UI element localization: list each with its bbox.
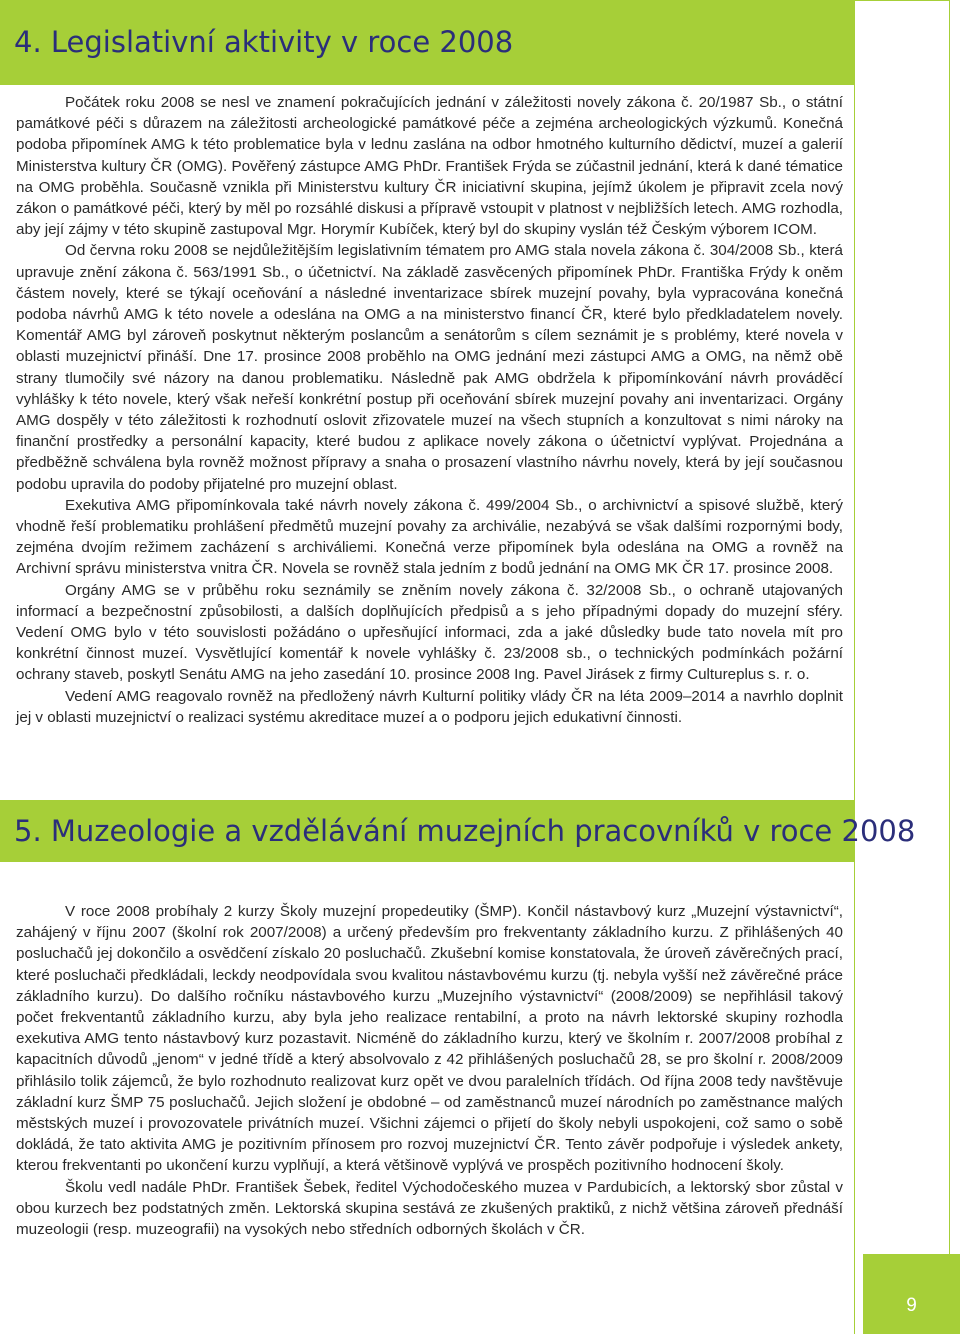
paragraph: V roce 2008 probíhaly 2 kurzy Školy muzejní propedeutiky (ŠMP). Končil nástavbový kurz „Muzejní výstavnictví“, zahájený v říjnu 2007 (školní rok 2007/2008) a určený především pro frekventanty základního kurzu. Z přihlášených 40 posluchačů jej dokončilo a osvědčení získalo 20 posluchačů. Zkušební komise konstatovala, že úroveň závěrečných prací, které posluchači předkládali, leckdy neodpovídala svou kvalitou nástavbovému kurzu (tj. nebyla vyšší než závěrečné práce základního kurzu). Do dalšího ročníku nástavbového kurzu „Muzejního výstavnictví“ (2008/2009) se nepřihlásil takový počet frekventantů základního kurzu, aby byla jeho realizace rentabilní, a proto na návrh lektorské skupiny rozhodla exekutiva AMG tento nástavbový kurz pozastavit. Nicméně do základního kurzu, který ve školním r. 2007/2008 probíhal z kapacitních důvodů „jenom“ v jedné třídě a který absolvovalo z 42 přihlášených posluchačů 28, se pro školní r. 2008/2009 přihlásilo tolik zájemců, že bylo rozhodnuto realizovat kurz opět ve dvou paralelních třídách. Od října 2008 tedy navštěvuje základní kurz ŠMP 75 posluchačů. Jejich složení je obdobné – od zaměstnanců muzeí národních po zaměstnance malých městských muzeí i provozovatele privátních muzeí. Všichni zájemci o přijetí do školy nebyli uspokojeni, což samo o sobě dokládá, že tato aktivita AMG je pozitivním přínosem pro rozvoj muzejnictví ČR. Tento závěr podpořuje i výsledek ankety, kterou frekventanti po ukončení kurzu vyplňují, a která většinově vyplývá ve prospěch pozitivního hodnocení školy. (16, 903, 843, 1175)
section-5-body (16, 901, 843, 1240)
page-number: 9 (906, 1295, 917, 1316)
paragraph: Školu vedl nadále PhDr. František Šebek, ředitel Východočeského muzea v Pardubicích, a lektorský sbor zůstal v obou kurzech bez podstatných změn. Lektorská skupina sestává ze zkušených praktiků, z nichž většina zároveň přednáší muzeologii (resp. muzeografii) na vysokých nebo středních odborných školách v ČR. (16, 1178, 843, 1239)
section-4-heading: 4. Legislativní aktivity v roce 2008 (0, 0, 854, 85)
section-4-body (16, 92, 843, 728)
paragraph: Orgány AMG se v průběhu roku seznámily se zněním novely zákona č. 32/2008 Sb., o ochraně utajovaných informací a bezpečnostní způsobilosti, a dalších doplňujících předpisů a s jeho případnými dopady do muzejní sféry. Vedení OMG bylo v této souvislosti požádáno o upřesňující informaci, zda a jaké důsledky bude tato novela mít pro konkrétní činnost muzeí. Vysvětlující komentář k novele vyhlášky č. 23/2008 sb., o technických podmínkách požární ochrany staveb, poskytl Senátu AMG na jeho zasedání 10. prosince 2008 Ing. Pavel Jirásek z firmy Cultureplus s. r. o. (16, 581, 843, 684)
page-number-box (863, 1254, 960, 1334)
section-5-heading: 5. Muzeologie a vzdělávání muzejních pracovníků v roce 2008 (0, 800, 854, 862)
paragraph: Od června roku 2008 se nejdůležitějším legislativním tématem pro AMG stala novela zákona č. 304/2008 Sb., která upravuje znění zákona č. 563/1991 Sb., o účetnictví. Na základě zasvěcených připomínek PhDr. Františka Frýdy k oněm částem novely, které se týkají oceňování a následné inventarizace sbírek muzejní povahy, byla vypracována konečná podoba návrhů AMG k této novele a odeslána na OMG a na ministerstvo financí ČR, které bylo předkladatelem novely. Komentář AMG byl zároveň poskytnut některým poslancům a senátorům s cílem seznámit je s problémy, které novela v oblasti muzejnictví přináší. Dne 17. prosince 2008 proběhlo na OMG jednání mezi zástupci AMG a OMG, na němž obě strany tlumočily své názory na danou problematiku. Následně pak AMG obdržela k připomínkování návrh prováděcí vyhlášky k této novele, který však neřeší konkrétní postup při oceňování sbírek muzejní povahy ani inventarizaci. Orgány AMG dospěly v této záležitosti k rozhodnutí oslovit zřizovatele muzeí na všech stupních a konzultovat s nimi nároky na finanční prostředky a personální kapacity, které budou z aplikace novely zákona o účetnictví vyplývat. Projednána a předběžně schválena byla rovněž možnost přípravy a snaha o prosazení vlastního návrhu novely, která by její současnou podobu upravila do podoby přijatelné pro muzejní oblast. (16, 242, 843, 493)
page-frame-right (854, 0, 950, 1334)
paragraph: Exekutiva AMG připomínkovala také návrh novely zákona č. 499/2004 Sb., o archivnictví a spisové službě, který vhodně řeší problematiku prohlášení předmětů muzejní povahy za archiválie, nezabývá se však dalšími rozpornými body, zejména dvojím režimem zacházení s archiváliemi. Konečná verze připomínek byla odeslána na OMG a rovněž na Archivní správu ministerstva vnitra ČR. Novela se rovněž stala jedním z bodů jednání na OMG MK ČR 17. prosince 2008. (16, 496, 843, 578)
paragraph: Vedení AMG reagovalo rovněž na předložený návrh Kulturní politiky vlády ČR na léta 2009–2014 a navrhlo doplnit jej v oblasti muzejnictví o realizaci systému akreditace muzeí a o podporu jejich edukativní činnosti. (16, 687, 843, 726)
paragraph: Počátek roku 2008 se nesl ve znamení pokračujících jednání v záležitosti novely zákona č. 20/1987 Sb., o státní památkové péči s důrazem na záležitosti archeologické památkové péče a zejména archeologických výzkumů. Konečná podoba připomínek AMG k této problematice byla v lednu zaslána na odbor hmotného kulturního dědictví, muzeí a galerií Ministerstva kultury ČR (OMG). Pověřený zástupce AMG PhDr. František Frýda se zúčastnil jednání, která k dané tématice na OMG proběhla. Současně vznikla při Ministerstvu kultury ČR iniciativní skupina, jejímž úkolem je připravit zcela nový zákon o památkové péči, který by měl po rozsáhlé diskusi a přípravě vstoupit v platnost v nejbližších letech. AMG rozhodla, aby její zájmy v této skupině zastupoval Mgr. Horymír Kubíček, který byl do skupiny vyslán též Českým výborem ICOM. (16, 94, 843, 239)
